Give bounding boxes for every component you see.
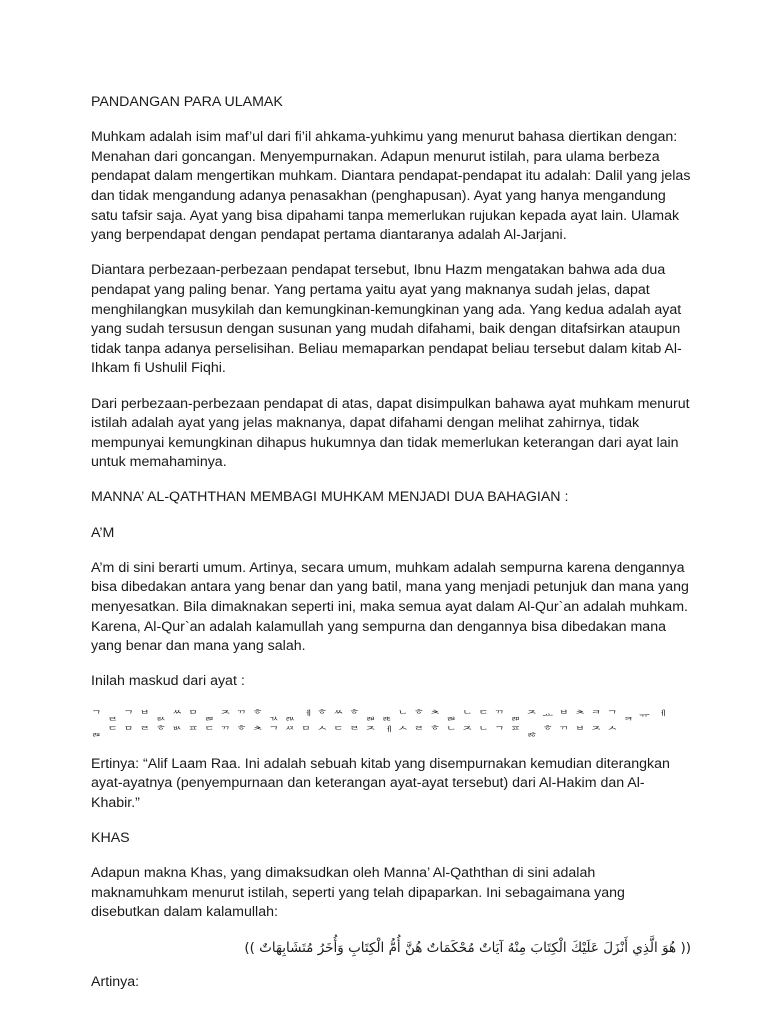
paragraph-artinya: Artinya:: [91, 974, 140, 991]
section-heading-manna: MANNA’ AL-QATHTHAN MEMBAGI MUHKAM MENJADI DUA BAHAGIAN :: [91, 489, 569, 506]
paragraph-muhkam-definition: Muhkam adalah isim maf’ul dari fi’il ahkama-yuhkimu yang menurut bahasa diertikan dengan: Menahan dari goncangan. Menyempurnakan. Adapun menurut istilah, para ulama berbeza pendapat dalam mengertikan muhkam. Diantara pendapat-pendapat itu adalah: Dalil yang jelas dan tidak mengandung adanya penasakhan (penghapusan). Ayat yang hanya mengandung satu tafsir saja. Ayat yang bisa dipahami tanpa memerlukan rujukan kepada ayat lain. Ulamak yang berpendapat dengan pendapat pertama diantaranya adalah Al-Jarjani.: [91, 129, 691, 244]
paragraph-ibnu-hazm: Diantara perbezaan-perbezaan pendapat tersebut, Ibnu Hazm mengatakan bahwa ada dua pendapat yang paling benar. Yang pertama yaitu ayat yang maknanya sudah jelas, dapat menghilangkan musykilah dan kemungkinan-kemungkinan yang ada. Yang kedua adalah ayat yang sudah tersusun dengan susunan yang mudah difahami, baik dengan ditafsirkan ataupun tidak tanpa adanya perselisihan. Beliau memaparkan pendapat beliau tersebut dalam kitab Al-Ihkam fi Ushulil Fiqhi.: [91, 262, 682, 377]
document-title: PANDANGAN PARA ULAMAK: [91, 94, 283, 110]
garbled-verse-line-1: ᄀ ᆯ ᄀ ᄇ ᆳ ᄊ ᄆ ᆱ ᄌ ᄁ ᄒ ᆪ ᇌ ᅦ ᄒ ᄊ ᄒ ᆲ ᆴ ᄂ ᄒ ᄎ ᆲ ᄂ ᄃ ᄁ ᆱ ᄌ ᅭ ᄇ ᄎ ᄏ ᄀ ᆿ ᅲ ᅦ: [91, 708, 667, 722]
paragraph-verse-translation: Ertinya: “Alif Laam Raa. Ini adalah sebuah kitab yang disempurnakan kemudian diterangkan ayat-ayatnya (penyempurnaan dan keterangan ayat-ayat tersebut) dari Al-Hakim dan Al-Khabir.”: [91, 755, 670, 811]
arabic-verse: (( هُوَ الَّذِي أَنْزَلَ عَلَيْكَ الْكِتَابَ مِنْهُ آيَاتٌ مُحْكَمَاتٌ هُنَّ أُمُّ الْكِتَابِ وَأُخَرُ مُتَشَابِهَاتٌ )): [244, 939, 691, 956]
paragraph-khas-meaning: Adapun makna Khas, yang dimaksudkan oleh Manna’ Al-Qaththan di sini adalah maknamuhkam menurut istilah, seperti yang telah dipaparkan. Ini sebagaimana yang disebutkan dalam kalamullah:: [91, 865, 625, 921]
paragraph-conclusion: Dari perbezaan-perbezaan pendapat di atas, dapat disimpulkan bahawa ayat muhkam menurut istilah adalah ayat yang jelas maknanya, dapat difahami dengan melihat zahirnya, tidak mempunyai kemungkinan dihapus hukumnya dan tidak memerlukan keterangan dari ayat lain untuk memahaminya.: [91, 395, 690, 471]
garbled-verse-line-2: ᆵ ᄃ ᄆ ᄅ ᄒ ᄡ ᄑ ᄃ ᄁ ᄒ ᄎ ᄀ ᄶ ᄆ ᄉ ᄃ ᄅ ᄌ ᅦ ᄉ ᄅ ᄒ ᄂ ᄌ ᄂ ᄀ ᄑ ᆶ ᄒ ᄁ ᄇ ᄌ ᄉ: [91, 724, 619, 738]
section-heading-am: A’M: [91, 524, 115, 541]
paragraph-am-meaning: A’m di sini berarti umum. Artinya, secara umum, muhkam adalah sempurna karena dengannya bisa dibedakan antara yang benar dan yang batil, mana yang menjadi petunjuk dan mana yang menyesatkan. Bila dimaknakan seperti ini, maka semua ayat dalam Al-Qur`an adalah muhkam. Karena, Al-Qur`an adalah kalamullah yang sempurna dan dengannya bisa dibedakan mana yang benar dan mana yang salah.: [91, 559, 689, 655]
document-body: [91, 93, 691, 1008]
paragraph-verse-intro: Inilah maskud dari ayat :: [91, 673, 245, 690]
garbled-verse-block: [91, 708, 691, 740]
section-heading-khas: KHAS: [91, 829, 130, 846]
